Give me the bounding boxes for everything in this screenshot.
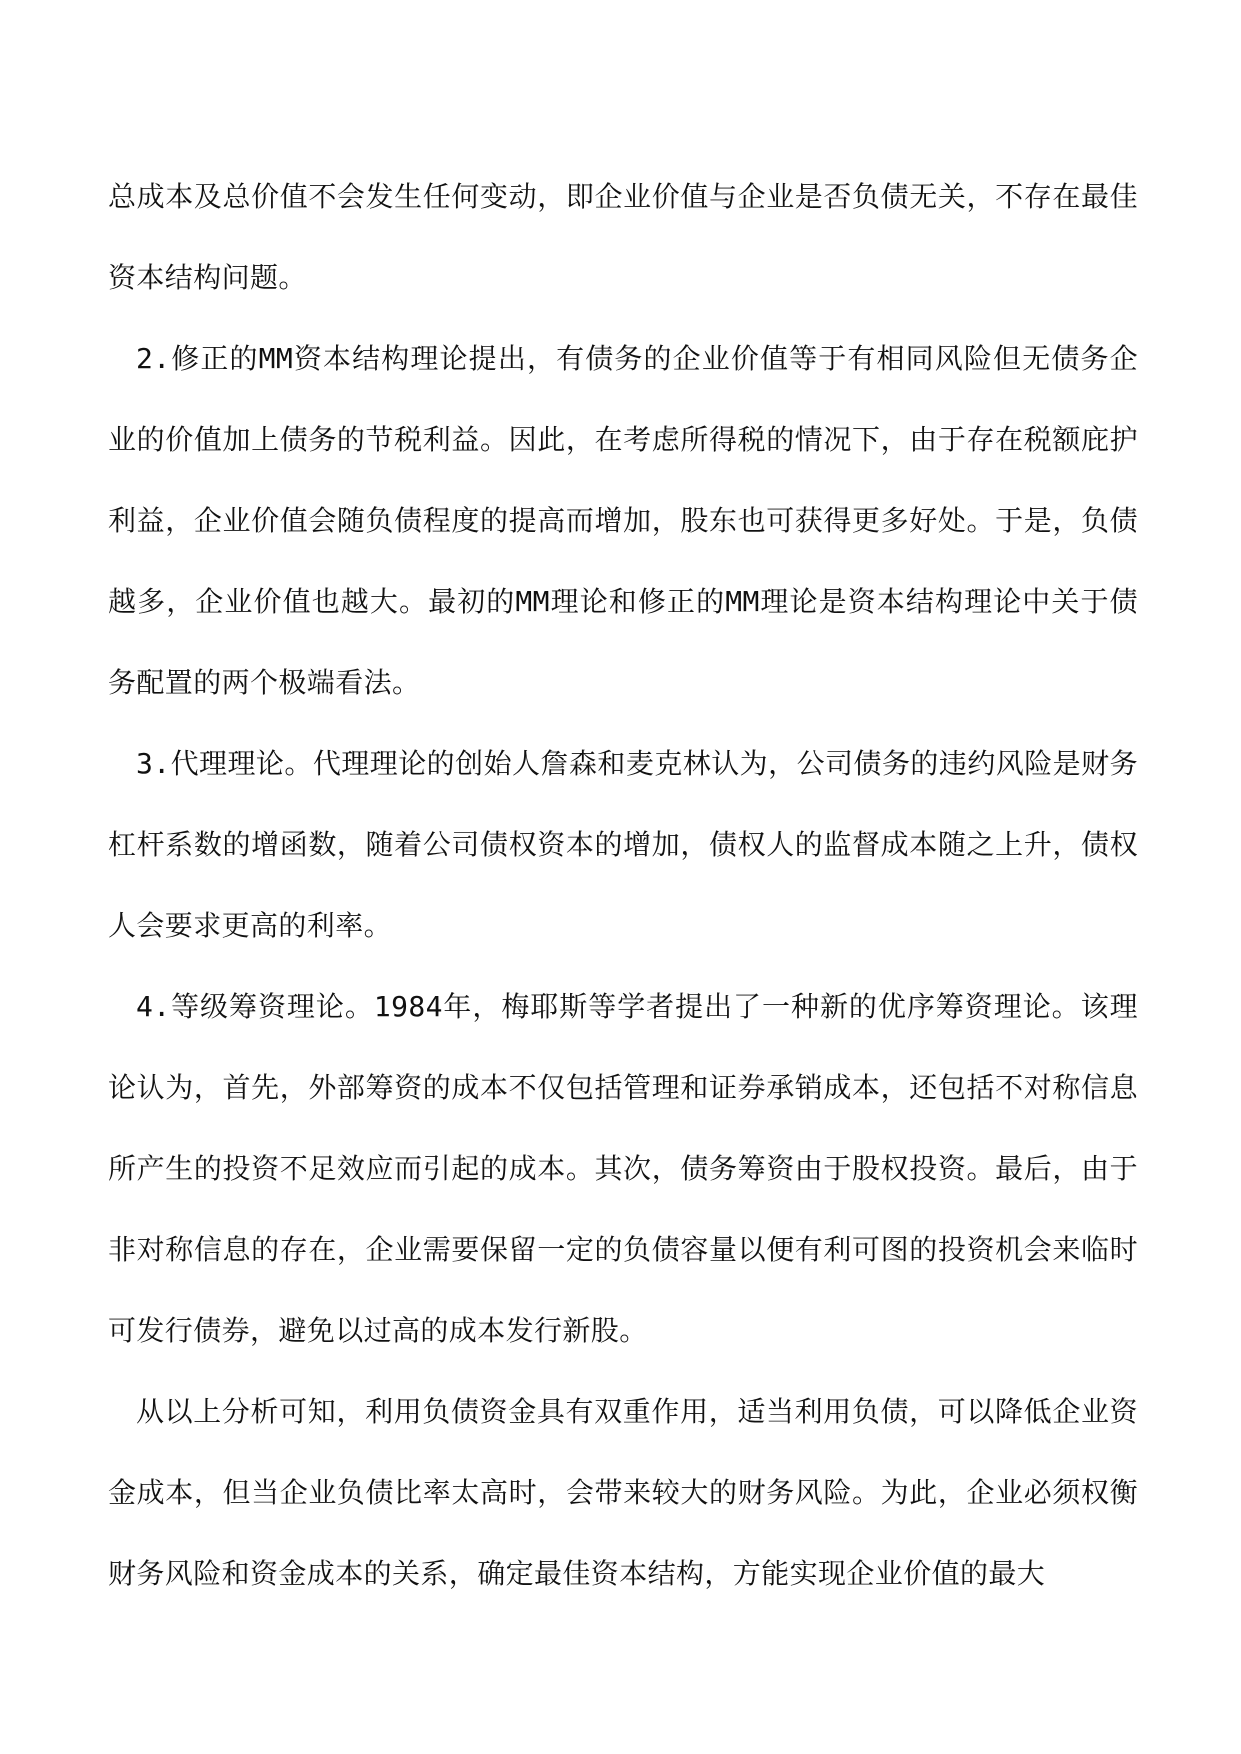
paragraph-pecking-order-theory: 4.等级筹资理论。1984年，梅耶斯等学者提出了一种新的优序筹资理论。该理论认为，首先，外部筹资的成本不仅包括管理和证券承销成本，还包括不对称信息所产生的投资不足效应而引起的成本。其次，债务筹资由于股权投资。最后，由于非对称信息的存在，企业需要保留一定的负债容量以便有利可图的投资机会来临时可发行债券，避免以过高的成本发行新股。 bbox=[108, 990, 1138, 1347]
document-body bbox=[108, 156, 1138, 1614]
paragraph-modified-mm-theory: 2.修正的MM资本结构理论提出，有债务的企业价值等于有相同风险但无债务企业的价值加上债务的节税利益。因此，在考虑所得税的情况下，由于存在税额庇护利益，企业价值会随负债程度的提高而增加，股东也可获得更多好处。于是，负债越多，企业价值也越大。最初的MM理论和修正的MM理论是资本结构理论中关于债务配置的两个极端看法。 bbox=[108, 342, 1138, 699]
paragraph-continuation: 总成本及总价值不会发生任何变动，即企业价值与企业是否负债无关，不存在最佳资本结构问题。 bbox=[108, 180, 1138, 294]
paragraph-agency-theory: 3.代理理论。代理理论的创始人詹森和麦克林认为，公司债务的违约风险是财务杠杆系数的增函数，随着公司债权资本的增加，债权人的监督成本随之上升，债权人会要求更高的利率。 bbox=[108, 747, 1138, 942]
paragraph-conclusion: 从以上分析可知，利用负债资金具有双重作用，适当利用负债，可以降低企业资金成本，但当企业负债比率太高时，会带来较大的财务风险。为此，企业必须权衡财务风险和资金成本的关系，确定最佳资本结构，方能实现企业价值的最大 bbox=[108, 1395, 1138, 1590]
